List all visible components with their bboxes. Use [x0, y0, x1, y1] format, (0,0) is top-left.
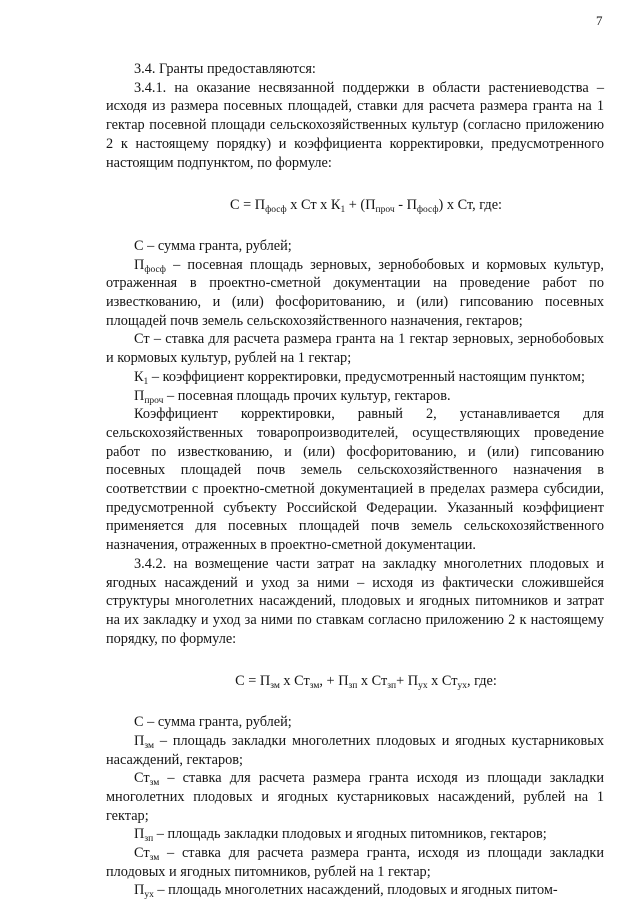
- paragraph-3-4-2: 3.4.2. на возмещение части затрат на закладку многолетних плодовых и ягодных насаждений и уход за ними – исходя из фактически сложившейся структуры многолетних насаждений, плодовых и ягодных питомников и затрат на их закладку и уход за ними по ставкам согласно приложению 2 к настоящему порядку, по формуле:: [106, 555, 604, 647]
- definition-p-zm: $П_{зм}$ – площадь закладки многолетних плодовых и ягодных кустарниковых насаждений, гектаров;: [106, 732, 604, 768]
- page-number: 7: [596, 13, 603, 28]
- paragraph-3-4-1: 3.4.1. на оказание несвязанной поддержки в области растениеводства – исходя из размера посевных площадей, ставки для расчета размера гранта на 1 гектар посевной площади сельскохозяйственных культур (согласно приложению 2 к настоящему порядку) и коэффициента корректировки, предусмотренного настоящим подпунктом, по формуле:: [106, 79, 604, 171]
- coefficient-paragraph: Коэффициент корректировки, равный 2, устанавливается для сельскохозяйственных товаропроизводителей, осуществляющих проведение работ по известкованию, и (или) фосфоритованию, и (или) гипсованию посевных площадей почв земель сельскохозяйственного назначения в соответствии с проектно-сметной документацией в пределах размера субсидии, предусмотренной субъекту Российской Федерации. Указанный коэффициент применяется для посевных площадей почв земель сельскохозяйственного назначения, отраженных в проектно-сметной документации.: [106, 406, 604, 554]
- section-heading: 3.4. Гранты предоставляются:: [134, 61, 316, 77]
- definition-p-zp: $П_{зп}$ – площадь закладки плодовых и ягодных питомников, гектаров;: [134, 826, 547, 845]
- definition-c: С – сумма гранта, рублей;: [134, 237, 292, 254]
- definition-k1: $К_1$ – коэффициент корректировки, предусмотренный настоящим пунктом;: [134, 368, 585, 387]
- definition-p-ukh: $П_{ух}$ – площадь многолетних насаждений, плодовых и ягодных питом-: [134, 882, 558, 901]
- definition-st: Ст – ставка для расчета размера гранта на 1 гектар зерновых, зернобобовых и кормовых культур, рублей на 1 гектар;: [106, 331, 604, 367]
- definition-p-fosf: $П_{фосф}$ – посевная площадь зерновых, зернобобовых и кормовых культур, отраженная в проектно-сметной документации на проведение работ по известкованию, и (или) фосфоритованию, и (или) гипсованию посевных площадей почв земель сельскохозяйственного назначения, гектаров;: [106, 256, 604, 329]
- formula-grant-crops: $С = П_{фосф}$ х Ст х $К_1 + (П_{проч} - П_{фосф})$ х Ст, где:: [229, 197, 503, 216]
- definition-p-proch: $П_{проч}$ – посевная площадь прочих культур, гектаров.: [134, 387, 451, 406]
- definition-st-zm: $Ст_{зм}$ – ставка для расчета размера гранта исходя из площади закладки многолетних плодовых и ягодных кустарниковых насаждений, рублей на 1 гектар;: [106, 770, 604, 824]
- formula-grant-orchards: $С = П_{зм}$ х $Ст_{зм}$, + $П_{зп}$ х $Ст_{зп}+ П_{ух}$ х $Ст_{ух}$, где:: [235, 673, 497, 692]
- definition-st-zm-nursery: $Ст_{зм}$ – ставка для расчета размера гранта, исходя из площади закладки плодовых и ягодных питомников, рублей на 1 гектар;: [106, 845, 604, 880]
- page-content: [106, 60, 604, 900]
- definition-c-2: С – сумма гранта, рублей;: [134, 714, 292, 731]
